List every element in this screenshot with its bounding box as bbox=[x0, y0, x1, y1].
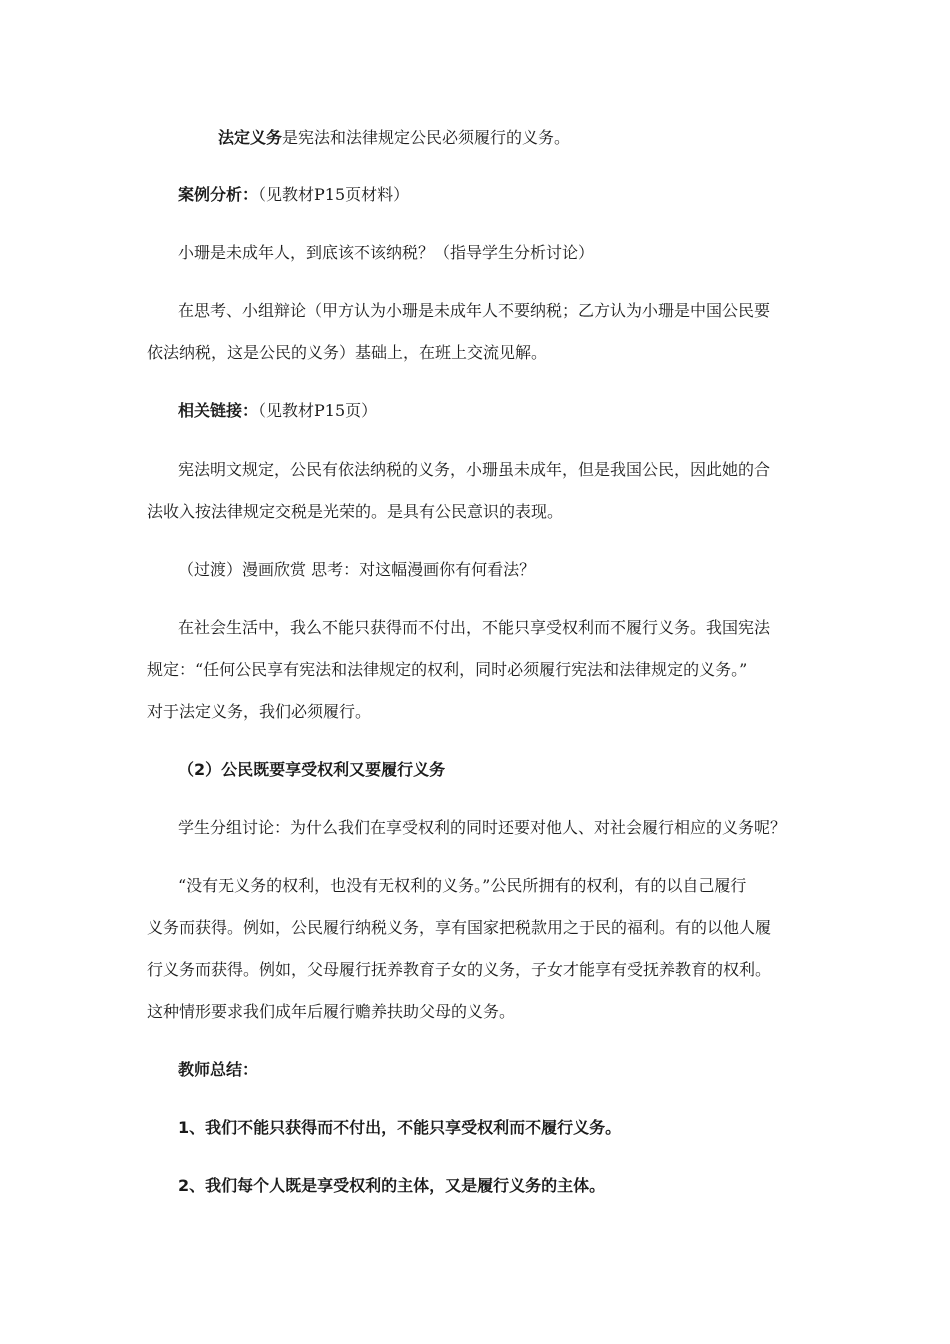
social-line-1: 在社会生活中，我么不能只获得而不付出，不能只享受权利而不履行义务。我国宪法 bbox=[178, 618, 771, 637]
quote-line-1: “没有无义务的权利，也没有无权利的义务。”公民所拥有的权利，有的以自己履行 bbox=[178, 876, 747, 895]
definition-term: 法定义务 bbox=[218, 128, 283, 147]
summary-item-1: 1、我们不能只获得而不付出，不能只享受权利而不履行义务。 bbox=[178, 1118, 622, 1137]
definition-paragraph bbox=[218, 128, 570, 148]
related-link-label: 相关链接： bbox=[178, 401, 259, 420]
law-line-2: 法收入按法律规定交税是光荣的。是具有公民意识的表现。 bbox=[147, 502, 564, 521]
case-analysis-ref: （见教材P15页材料） bbox=[258, 185, 410, 204]
quote-line-2: 义务而获得。例如，公民履行纳税义务，享有国家把税款用之于民的福利。有的以他人履 bbox=[147, 918, 772, 937]
transition-line: （过渡）漫画欣赏 思考：对这幅漫画你有何看法？ bbox=[178, 560, 536, 579]
case-analysis-line bbox=[178, 185, 409, 205]
summary-label: 教师总结： bbox=[178, 1060, 259, 1079]
social-line-3: 对于法定义务，我们必须履行。 bbox=[147, 702, 372, 721]
related-link-line bbox=[178, 401, 377, 421]
debate-line-2: 依法纳税，这是公民的义务）基础上，在班上交流见解。 bbox=[147, 343, 548, 362]
related-link-ref: （见教材P15页） bbox=[258, 401, 378, 420]
debate-line-1: 在思考、小组辩论（甲方认为小珊是未成年人不要纳税；乙方认为小珊是中国公民要 bbox=[178, 301, 771, 320]
summary-item-2: 2、我们每个人既是享受权利的主体，又是履行义务的主体。 bbox=[178, 1176, 606, 1195]
group-discussion-line: 学生分组讨论：为什么我们在享受权利的同时还要对他人、对社会履行相应的义务呢？ bbox=[178, 818, 787, 837]
case-analysis-label: 案例分析： bbox=[178, 185, 259, 204]
social-line-2: 规定：“任何公民享有宪法和法律规定的权利，同时必须履行宪法和法律规定的义务。” bbox=[147, 660, 748, 679]
law-line-1: 宪法明文规定，公民有依法纳税的义务，小珊虽未成年，但是我国公民，因此她的合 bbox=[178, 460, 771, 479]
question-line: 小珊是未成年人，到底该不该纳税？（指导学生分析讨论） bbox=[178, 243, 595, 262]
quote-line-3: 行义务而获得。例如，父母履行抚养教育子女的义务，子女才能享有受抚养教育的权利。 bbox=[147, 960, 772, 979]
section-2-heading: （2）公民既要享受权利又要履行义务 bbox=[178, 760, 446, 779]
definition-text: 是宪法和法律规定公民必须履行的义务。 bbox=[282, 128, 571, 147]
quote-line-4: 这种情形要求我们成年后履行赡养扶助父母的义务。 bbox=[147, 1002, 516, 1021]
